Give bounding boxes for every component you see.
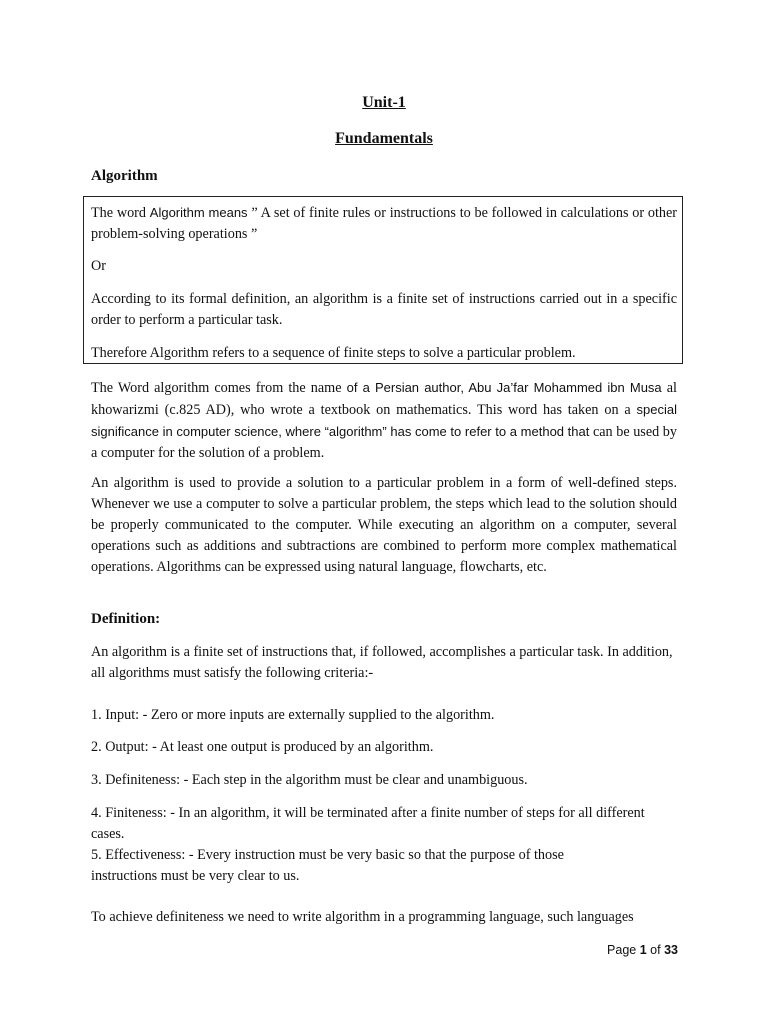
closing-paragraph: To achieve definiteness we need to write algorithm in a programming language, such languages [91,909,634,925]
box-paragraph-2: According to its formal definition, an algorithm is a finite set of instructions carried out in a specific order to perform a particular task. [91,291,677,328]
box-paragraph-3: Therefore Algorithm refers to a sequence of finite steps to solve a particular problem. [91,345,576,361]
section-heading-algorithm: Algorithm [91,168,158,184]
page-number [607,943,678,957]
unit-heading: Unit-1 [362,94,406,111]
criteria-item-effectiveness: 5. Effectiveness: - Every instruction must be very basic so that the purpose of those instructions must be very clear to us. [91,847,564,884]
box-paragraph-or: Or [91,258,106,274]
text: The Word algorithm comes from the name [91,380,347,396]
box-paragraph-1 [91,202,677,245]
text-bold: 33 [664,943,678,957]
definition-paragraph: An algorithm is a finite set of instructions that, if followed, accomplishes a particular task. In addition, all algorithms must satisfy the following criteria:- [91,644,673,681]
criteria-item-output: 2. Output: - At least one output is produced by an algorithm. [91,739,434,755]
text-sans: special significance in computer science, where “algorithm” has come to refer to a method that [91,402,677,439]
definition-box [83,196,683,364]
section-heading-definition: Definition: [91,611,161,627]
text-sans: Algorithm means [149,205,248,220]
text: al khowarizmi (c.825 AD), who wrote a textbook on mathematics. This word has taken on a [91,380,677,418]
text: Page [607,943,637,957]
origin-paragraph [91,377,677,464]
text-sans: of a Persian author, Abu Ja’far Mohammed ibn Musa [346,380,662,395]
text: of [650,943,661,957]
criteria-item-input: 1. Input: - Zero or more inputs are externally supplied to the algorithm. [91,707,495,723]
text: The word [91,205,150,221]
criteria-item-definiteness: 3. Definiteness: - Each step in the algorithm must be clear and unambiguous. [91,772,528,788]
text: can be used by a computer for the solution of a problem. [91,424,677,461]
text-bold: 1 [639,943,647,957]
criteria-item-finiteness: 4. Finiteness: - In an algorithm, it will be terminated after a finite number of steps for all different cases. [91,805,645,842]
usage-paragraph: An algorithm is used to provide a solution to a particular problem in a form of well-defined steps. Whenever we use a computer to solve a particular problem, the steps which lead to the solution should be properly communicated to the computer. While executing an algorithm on a computer, several operations such as additions and subtractions are combined to perform more complex mathematical operations. Algorithms can be expressed using natural language, flowcharts, etc. [91,475,677,575]
text: ” A set of finite rules or instructions to be followed in calculations or other problem-solving operations ” [91,205,677,242]
page-title: Fundamentals [335,130,433,147]
